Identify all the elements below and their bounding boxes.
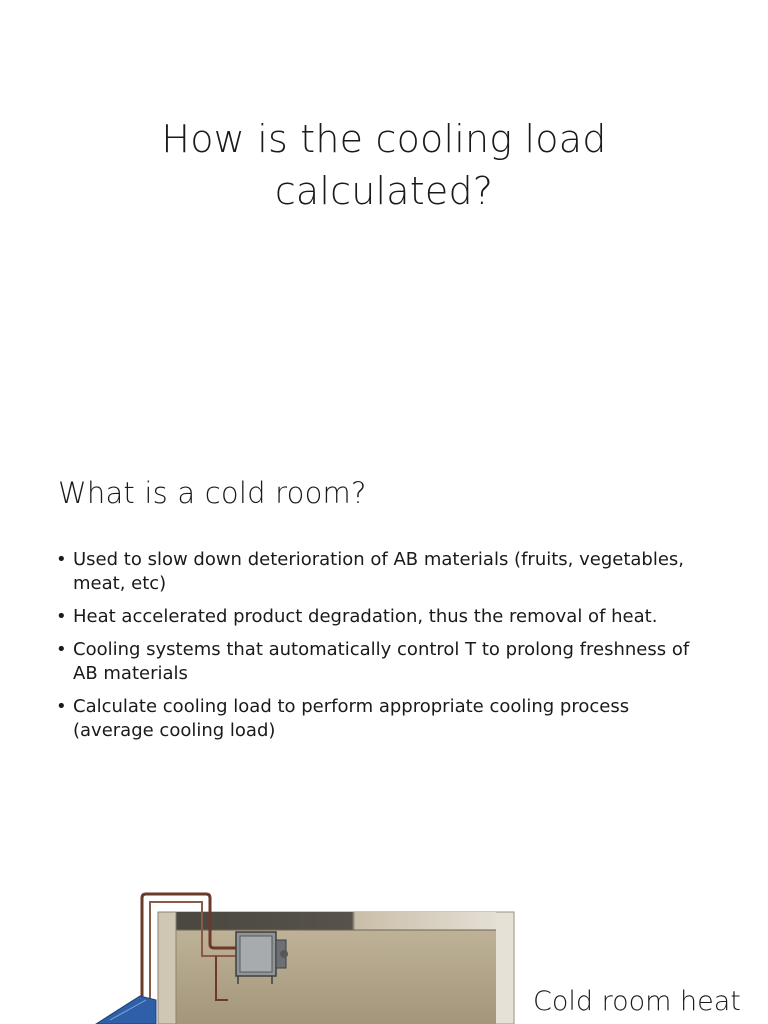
slide-caption: Cold room heat [533, 986, 741, 1017]
bullet-line: Used to slow down deterioration of AB materials (fruits, vegetables, [73, 549, 685, 570]
slide-title-heading [0, 113, 768, 217]
bullet-item [56, 638, 716, 686]
bullet-dot: • [56, 639, 67, 660]
room-top-beam [176, 912, 496, 930]
title-line-2: calculated? [274, 169, 494, 213]
blue-panel [96, 996, 156, 1024]
bullet-dot: • [56, 549, 67, 570]
bullet-line: Cooling systems that automatically control T to prolong freshness of [73, 639, 690, 660]
bullet-line: Heat accelerated product degradation, thus the removal of heat. [73, 606, 658, 627]
bullet-line: Calculate cooling load to perform appropriate cooling process [73, 696, 630, 717]
bullet-line: AB materials [73, 663, 188, 684]
room-left-post [158, 912, 176, 1024]
slide-heading: What is a cold room? [58, 476, 367, 510]
bullet-line: meat, etc) [73, 573, 167, 594]
bullet-item [56, 695, 716, 743]
slide-cold-room-heat [0, 860, 768, 1024]
title-line-1: How is the cooling load [161, 117, 607, 161]
bullet-dot: • [56, 696, 67, 717]
slide-cold-room [0, 440, 768, 860]
bullet-dot: • [56, 606, 67, 627]
bullet-item [56, 605, 716, 629]
bullet-line: (average cooling load) [73, 720, 276, 741]
slide-title [0, 0, 768, 440]
bullet-list [56, 548, 716, 752]
bullet-item [56, 548, 716, 596]
